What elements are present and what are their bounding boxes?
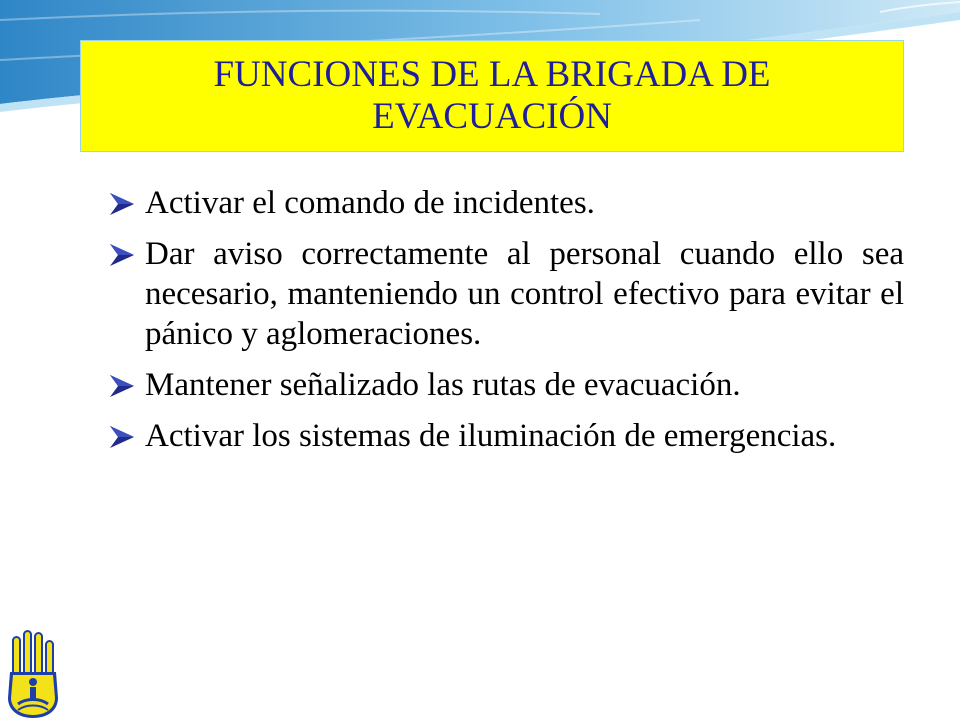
arrowhead-bullet-icon (108, 373, 136, 399)
bullet-text: Dar aviso correctamente al personal cuando ello sea necesario, manteniendo un control efectivo para evitar el pánico y aglomeraciones. (145, 236, 904, 352)
bullet-text: Activar el comando de incidentes. (145, 185, 595, 221)
arrowhead-bullet-icon (108, 242, 136, 268)
bullet-text: Mantener señalizado las rutas de evacuación. (145, 367, 741, 403)
slide-title: FUNCIONES DE LA BRIGADA DE EVACUACIÓN (213, 54, 771, 137)
brigade-hand-logo-icon (4, 628, 62, 720)
bullet-text: Activar los sistemas de iluminación de emergencias. (145, 418, 837, 454)
arrowhead-bullet-icon (108, 191, 136, 217)
bullet-item (108, 416, 904, 456)
title-box (80, 40, 904, 152)
arrowhead-bullet-icon (108, 424, 136, 450)
bullet-item (108, 234, 904, 354)
bullet-item (108, 365, 904, 405)
bullet-list (108, 183, 904, 467)
bullet-item (108, 183, 904, 223)
